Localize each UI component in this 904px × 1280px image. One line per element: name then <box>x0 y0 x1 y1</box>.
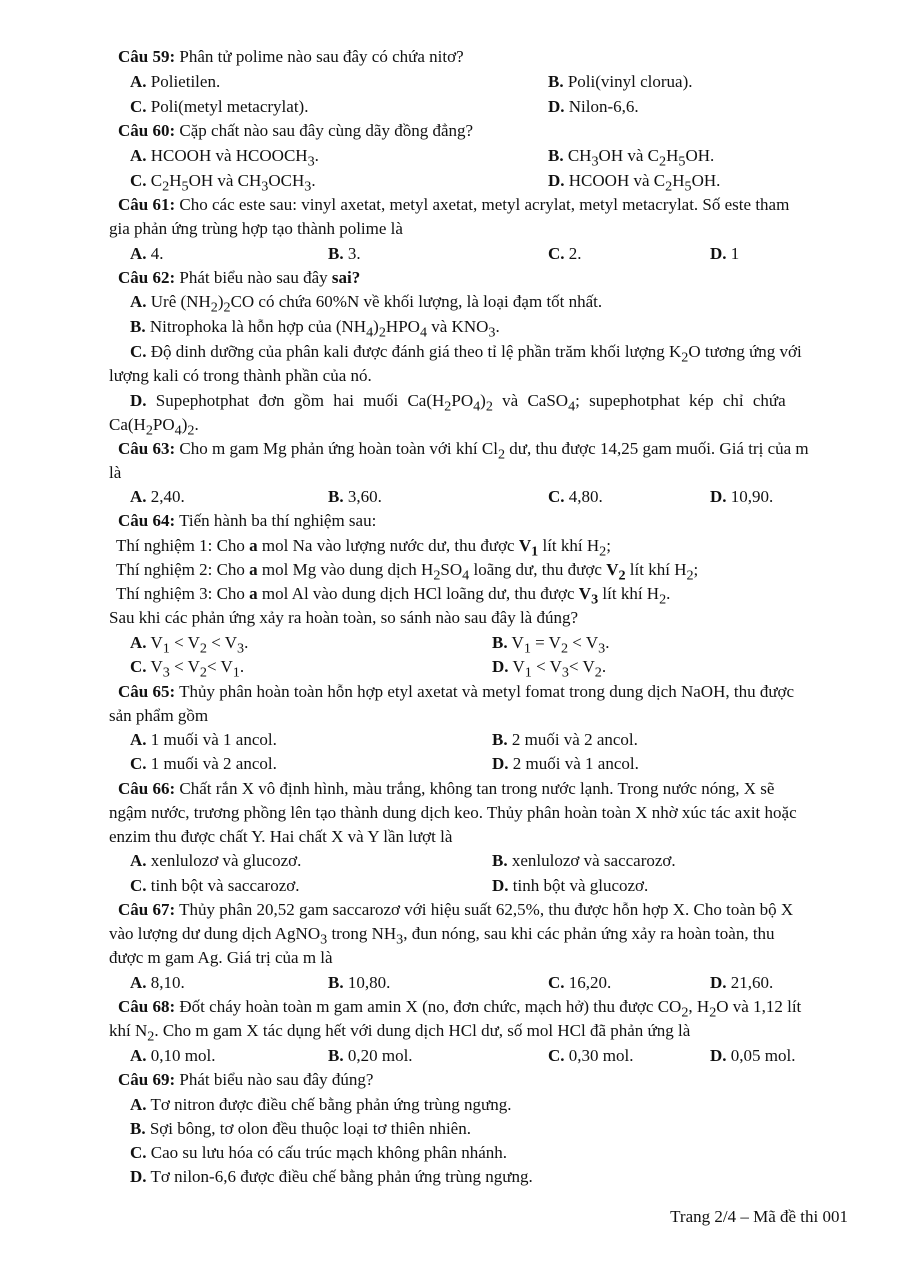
q61-option-d: D. 1 <box>710 244 740 263</box>
q66-stem: Câu 66: Chất rắn X vô định hình, màu trắng, không tan trong nước lạnh. Trong nước nóng, X sẽ <box>118 779 775 798</box>
q62-option-b: B. Nitrophoka là hỗn hợp của $(NH_4)_2HPO_4$ và $KNO_3$. <box>130 317 500 341</box>
q62-option-a: A. Urê $(NH_2)_2CO$ có chứa 60%N về khối lượng, là loại đạm tốt nhất. <box>130 292 603 316</box>
q68-stem: Câu 68: Đốt cháy hoàn toàn m gam amin X (no, đơn chức, mạch hở) thu được $CO_2$, $H_2O$ và 1,12 lít <box>118 997 802 1021</box>
q64-experiment-1: Thí nghiệm 1: Cho a mol Na vào lượng nước dư, thu được $V_1$ lít khí $H_2$; <box>116 536 611 560</box>
q63-option-d: D. 10,90. <box>710 487 774 506</box>
q64-experiment-2: Thí nghiệm 2: Cho a mol Mg vào dung dịch $H_2SO_4$ loãng dư, thu được $V_2$ lít khí $H_2$; <box>116 560 699 584</box>
q63-option-b: B. 3,60. <box>328 487 382 506</box>
q60-option-c: C. $C_2H_5OH$ và $CH_3OCH_3$. <box>130 171 316 195</box>
q69-option-a: A. Tơ nitron được điều chế bằng phản ứng trùng ngưng. <box>130 1095 512 1114</box>
q65-stem-line2: sản phẩm gồm <box>109 706 209 725</box>
q62-option-c-line2: lượng kali có trong thành phần của nó. <box>109 366 372 385</box>
q68-option-c: C. 0,30 mol. <box>548 1046 634 1065</box>
q62-option-d: D. Supephotphat đơn gồm hai muối $Ca(H_2PO_4)_2$ và CaSO$_4$; supephotphat kép chỉ chứa <box>130 391 786 415</box>
q65-option-d: D. 2 muối và 1 ancol. <box>492 754 639 773</box>
q60-option-b: B. $CH_3OH$ và $C_2H_5OH$. <box>548 146 715 170</box>
q66-stem-line3: enzim thu được chất Y. Hai chất X và Y lần lượt là <box>109 827 453 846</box>
q59-option-d: D. Nilon-6,6. <box>548 97 639 116</box>
q68-option-d: D. 0,05 mol. <box>710 1046 796 1065</box>
q60-option-a: A. HCOOH và $HCOOCH_3$. <box>130 146 319 170</box>
q67-option-b: B. 10,80. <box>328 973 391 992</box>
q61-option-a: A. 4. <box>130 244 164 263</box>
q59-option-a: A. Polietilen. <box>130 72 221 91</box>
q65-option-b: B. 2 muối và 2 ancol. <box>492 730 638 749</box>
q61-stem: Câu 61: Cho các este sau: vinyl axetat, metyl axetat, metyl acrylat, metyl metacrylat. Số este tham <box>118 195 790 214</box>
q64-option-c: C. $V_3 < V_2< V_1$. <box>130 657 245 681</box>
q60-stem: Câu 60: Cặp chất nào sau đây cùng dãy đồng đẳng? <box>118 121 474 140</box>
q67-option-a: A. 8,10. <box>130 973 185 992</box>
q69-stem: Câu 69: Phát biểu nào sau đây đúng? <box>118 1070 374 1089</box>
q68-stem-line2: khí $N_2$. Cho m gam X tác dụng hết với dung dịch HCl dư, số mol HCl đã phản ứng là <box>109 1021 691 1045</box>
q59-stem: Câu 59: Phân tử polime nào sau đây có chứa nitơ? <box>118 47 464 66</box>
q61-option-b: B. 3. <box>328 244 361 263</box>
q64-question: Sau khi các phản ứng xảy ra hoàn toàn, so sánh nào sau đây là đúng? <box>109 608 579 627</box>
q64-stem: Câu 64: Tiến hành ba thí nghiệm sau: <box>118 511 377 530</box>
q59-number: Câu 59: <box>118 47 176 66</box>
q61-option-c: C. 2. <box>548 244 582 263</box>
q63-option-c: C. 4,80. <box>548 487 603 506</box>
q59-option-b: B. Poli(vinyl clorua). <box>548 72 693 91</box>
q69-option-b: B. Sợi bông, tơ olon đều thuộc loại tơ thiên nhiên. <box>130 1119 471 1138</box>
q67-option-d: D. 21,60. <box>710 973 774 992</box>
q67-stem: Câu 67: Thủy phân 20,52 gam saccarozơ với hiệu suất 62,5%, thu được hỗn hợp X. Cho toàn bộ X <box>118 900 794 919</box>
q68-option-a: A. 0,10 mol. <box>130 1046 216 1065</box>
q67-stem-line2: vào lượng dư dung dịch AgNO$_3$ trong $NH_3$, đun nóng, sau khi các phản ứng xảy ra hoàn toàn, thu <box>109 924 775 948</box>
q66-option-d: D. tinh bột và glucozơ. <box>492 876 649 895</box>
q66-stem-line2: ngậm nước, trương phồng lên tạo thành dung dịch keo. Thủy phân hoàn toàn X nhờ xúc tác axit hoặc <box>109 803 797 822</box>
q64-option-b: B. $V_1 = V_2 < V_3$. <box>492 633 610 657</box>
q64-option-a: A. $V_1 < V_2 < V_3$. <box>130 633 249 657</box>
q65-stem: Câu 65: Thủy phân hoàn toàn hỗn hợp etyl axetat và metyl fomat trong dung dịch NaOH, thu được <box>118 682 795 701</box>
page-footer: Trang 2/4 – Mã đề thi 001 <box>670 1207 848 1226</box>
q63-stem-line2: là <box>109 463 122 482</box>
q62-option-c: C. Độ dinh dưỡng của phân kali được đánh giá theo tỉ lệ phần trăm khối lượng $K_2O$ tương ứng với <box>130 342 802 366</box>
q62-option-d-line2: $Ca(H_2PO_4)_2$. <box>109 415 199 439</box>
q69-option-c: C. Cao su lưu hóa có cấu trúc mạch không phân nhánh. <box>130 1143 507 1162</box>
q60-option-d: D. HCOOH và $C_2H_5OH$. <box>548 171 721 195</box>
q66-option-a: A. xenlulozơ và glucozơ. <box>130 851 302 870</box>
q65-option-c: C. 1 muối và 2 ancol. <box>130 754 277 773</box>
q66-option-c: C. tinh bột và saccarozơ. <box>130 876 300 895</box>
q66-option-b: B. xenlulozơ và saccarozơ. <box>492 851 676 870</box>
q69-option-d: D. Tơ nilon-6,6 được điều chế bằng phản ứng trùng ngưng. <box>130 1167 533 1186</box>
q59-option-c: C. Poli(metyl metacrylat). <box>130 97 309 116</box>
q67-stem-line3: được m gam Ag. Giá trị của m là <box>109 948 333 967</box>
q64-experiment-3: Thí nghiệm 3: Cho a mol Al vào dung dịch HCl loãng dư, thu được $V_3$ lít khí $H_2$. <box>116 584 671 608</box>
q62-stem: Câu 62: Phát biểu nào sau đây sai? <box>118 268 361 287</box>
q61-stem-line2: gia phản ứng trùng hợp tạo thành polime là <box>109 219 403 238</box>
q68-option-b: B. 0,20 mol. <box>328 1046 413 1065</box>
q65-option-a: A. 1 muối và 1 ancol. <box>130 730 277 749</box>
q63-option-a: A. 2,40. <box>130 487 185 506</box>
q64-option-d: D. $V_1 < V_3< V_2$. <box>492 657 607 681</box>
q63-stem: Câu 63: Cho m gam Mg phản ứng hoàn toàn với khí $Cl_2$ dư, thu được 14,25 gam muối. Giá trị của m <box>118 439 809 463</box>
q67-option-c: C. 16,20. <box>548 973 612 992</box>
